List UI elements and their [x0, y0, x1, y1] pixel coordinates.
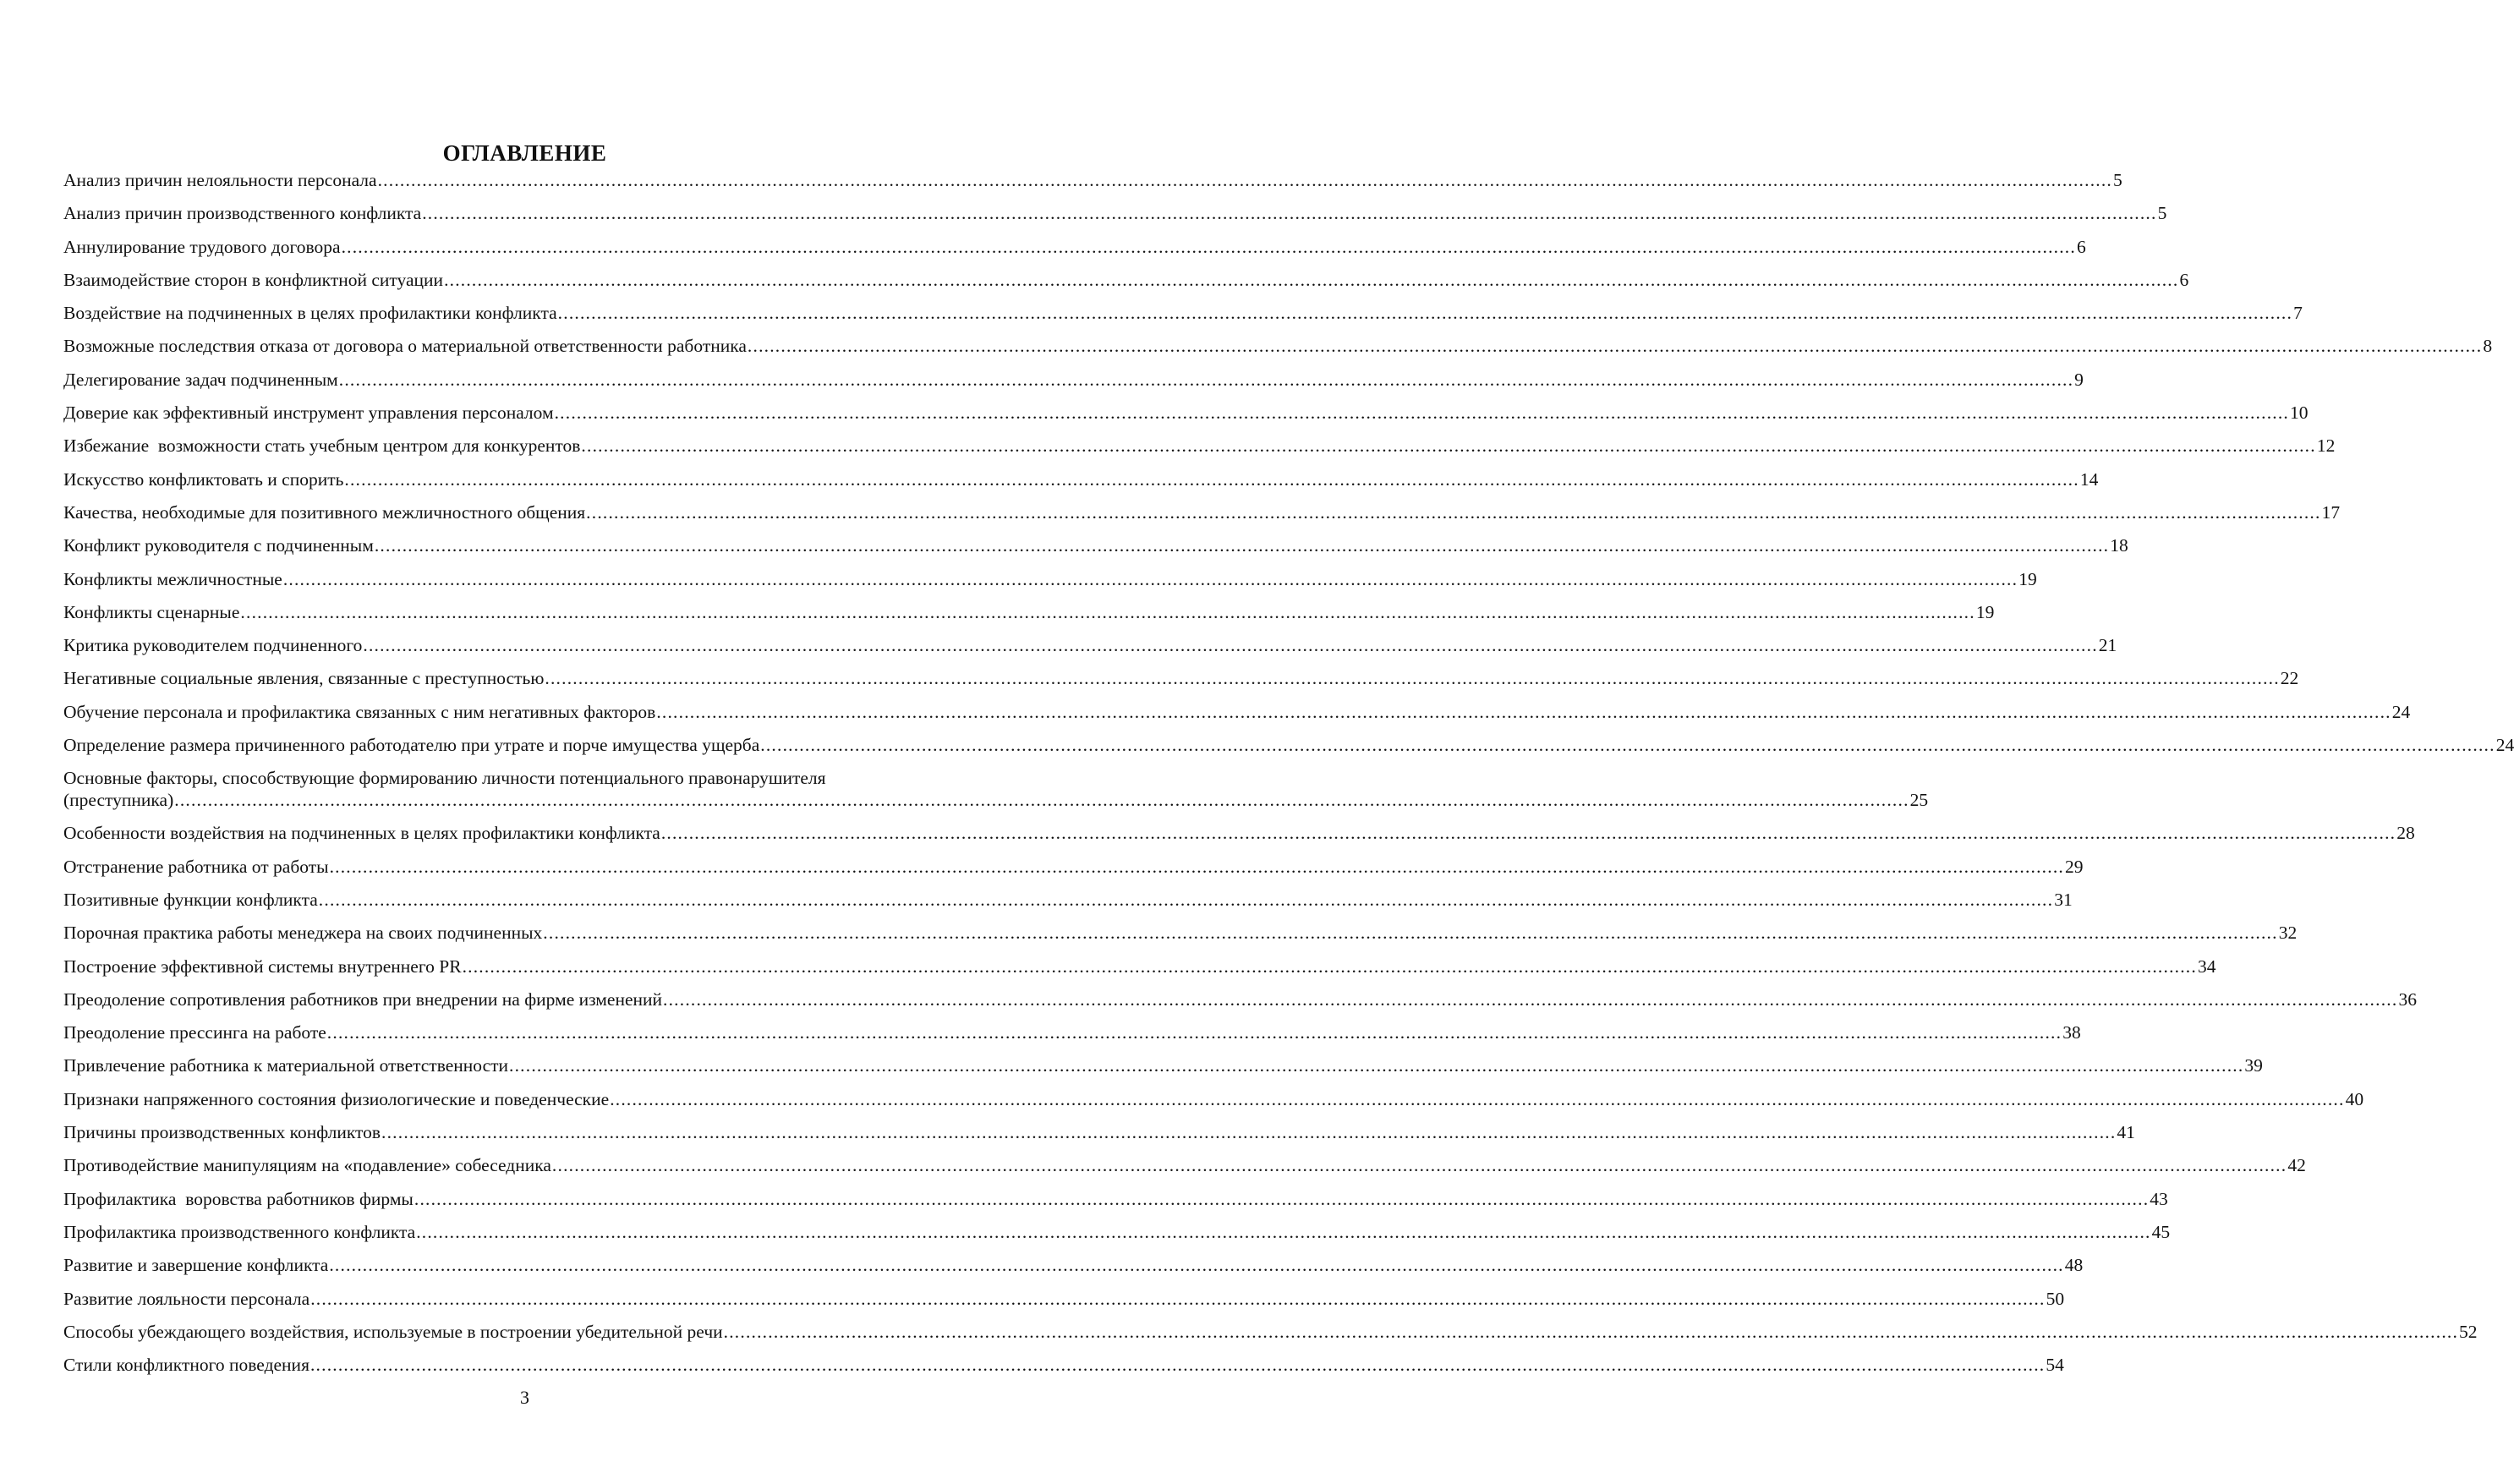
toc-entry-page: 43: [2150, 1188, 2168, 1209]
toc-entry-page: 34: [2197, 956, 2216, 977]
toc-leader-dots: [724, 1321, 2458, 1343]
toc-leader-dots: [375, 534, 2109, 556]
toc-leader-dots: [329, 1254, 2063, 1276]
toc-entry-page: 17: [2321, 501, 2341, 523]
toc-entry[interactable]: [63, 922, 2298, 955]
toc-entry[interactable]: [63, 734, 2514, 767]
toc-entry-text: Делегирование задач подчиненным: [63, 369, 338, 390]
toc-leader-dots: [327, 1021, 2062, 1043]
toc-entry-page: 10: [2290, 402, 2309, 424]
toc-leader-dots: [586, 501, 2320, 523]
toc-entry[interactable]: [63, 1121, 2135, 1154]
toc-entry-text: Избежание возможности стать учебным центром для конкурентов: [63, 435, 581, 457]
toc-entry-text: Доверие как эффективный инструмент управления персоналом: [63, 402, 554, 424]
toc-list: [63, 169, 2514, 1387]
toc-entry-page: 6: [2076, 236, 2086, 257]
toc-entry[interactable]: [63, 1188, 2168, 1221]
toc-entry-text: Профилактика производственного конфликта: [63, 1221, 416, 1242]
toc-entry-page: 29: [2064, 856, 2084, 877]
toc-entry[interactable]: [63, 435, 2336, 468]
toc-entry[interactable]: [63, 667, 2299, 700]
toc-entry-continuation: [63, 789, 1929, 811]
toc-leader-dots: [240, 601, 1975, 623]
toc-entry-page: 5: [2113, 170, 2122, 190]
toc-leader-dots: [661, 822, 2396, 844]
toc-entry-text: Критика руководителем подчиненного: [63, 635, 363, 656]
toc-entry-page: 28: [2396, 823, 2415, 844]
toc-leader-dots: [543, 922, 2277, 944]
toc-entry[interactable]: [63, 1021, 2081, 1054]
toc-leader-dots: [414, 1188, 2149, 1210]
toc-entry[interactable]: [63, 1321, 2478, 1354]
toc-entry[interactable]: [63, 767, 1929, 822]
toc-entry-page: 25: [1909, 790, 1929, 811]
toc-entry-text: Профилактика воровства работников фирмы: [63, 1188, 414, 1209]
toc-entry[interactable]: [63, 1054, 2263, 1087]
toc-entry-text-continued: (преступника): [63, 790, 174, 811]
toc-entry[interactable]: [63, 369, 2084, 402]
toc-entry-page: 9: [2074, 369, 2084, 390]
toc-entry-page: 48: [2064, 1255, 2084, 1276]
toc-entry-page: 18: [2110, 535, 2128, 556]
toc-leader-dots: [319, 889, 2053, 911]
toc-entry-text: Взаимодействие сторон в конфликтной ситуации: [63, 269, 444, 290]
toc-entry-page: 12: [2316, 435, 2336, 457]
toc-entry-text: Конфликты сценарные: [63, 601, 240, 622]
toc-entry-text: Стили конфликтного поведения: [63, 1355, 309, 1376]
toc-entry-text: Искусство конфликтовать и спорить: [63, 468, 344, 490]
toc-entry-text: Признаки напряженного состояния физиологические и поведенческие: [63, 1088, 610, 1109]
toc-entry-text: Преодоление прессинга на работе: [63, 1022, 326, 1043]
toc-entry-text: Определение размера причиненного работодателю при утрате и порче имущества ущерба: [63, 735, 760, 756]
toc-leader-dots: [610, 1088, 2344, 1110]
toc-leader-dots: [174, 789, 1909, 811]
toc-entry-text: Порочная практика работы менеджера на своих подчиненных: [63, 923, 543, 944]
toc-entry-page: 32: [2278, 923, 2298, 944]
page-number: 3: [520, 1387, 529, 1408]
toc-entry-page: 42: [2287, 1155, 2306, 1176]
toc-entry[interactable]: [63, 1221, 2171, 1254]
toc-leader-dots: [558, 302, 2292, 324]
toc-entry-page: 8: [2483, 336, 2493, 357]
toc-entry-page: 5: [2157, 203, 2167, 224]
toc-leader-dots: [463, 956, 2197, 977]
toc-entry-page: 6: [2179, 269, 2189, 290]
toc-entry-page: 14: [2079, 468, 2099, 490]
toc-leader-dots: [381, 1121, 2116, 1143]
toc-entry[interactable]: [63, 236, 2086, 269]
toc-entry-page: 19: [2018, 568, 2037, 589]
toc-leader-dots: [342, 236, 2076, 258]
toc-leader-dots: [310, 1288, 2045, 1310]
toc-entry[interactable]: [63, 169, 2122, 202]
toc-leader-dots: [555, 402, 2289, 424]
toc-entry-text: Способы убеждающего воздействия, используемые в построении убедительной речи: [63, 1321, 723, 1342]
toc-entry-text: Аннулирование трудового договора: [63, 236, 341, 257]
toc-leader-dots: [581, 435, 2315, 457]
toc-entry[interactable]: [63, 601, 1995, 634]
toc-entry[interactable]: [63, 1154, 2306, 1187]
toc-leader-dots: [444, 269, 2178, 291]
toc-entry-page: 41: [2117, 1122, 2135, 1143]
toc-entry[interactable]: [63, 956, 2216, 988]
toc-entry[interactable]: [63, 889, 2073, 922]
toc-entry-text: Воздействие на подчиненных в целях профилактики конфликта: [63, 303, 557, 324]
toc-entry[interactable]: [63, 1088, 2364, 1121]
toc-leader-dots: [656, 701, 2391, 723]
toc-entry-page: 24: [2391, 701, 2411, 722]
toc-leader-dots: [363, 634, 2097, 656]
toc-entry-text: Построение эффективной системы внутреннего PR: [63, 956, 462, 977]
toc-entry-page: 7: [2293, 303, 2303, 324]
toc-entry-text: Противодействие манипуляциям на «подавление» собеседника: [63, 1155, 551, 1176]
toc-entry-text: Конфликт руководителя с подчиненным: [63, 535, 374, 556]
toc-leader-dots: [545, 667, 2279, 689]
toc-leader-dots: [552, 1154, 2287, 1176]
toc-entry-text: Развитие и завершение конфликта: [63, 1255, 329, 1276]
toc-entry-page: 24: [2495, 735, 2514, 756]
toc-entry-text: Анализ причин нелояльности персонала: [63, 170, 377, 190]
toc-entry-text: Позитивные функции конфликта: [63, 889, 318, 910]
toc-entry[interactable]: [63, 501, 2341, 534]
toc-leader-dots: [663, 988, 2397, 1010]
toc-entry[interactable]: [63, 701, 2411, 734]
toc-entry-text: Качества, необходимые для позитивного межличностного общения: [63, 501, 586, 523]
toc-entry-page: 36: [2398, 988, 2417, 1010]
toc-leader-dots: [509, 1054, 2243, 1076]
toc-leader-dots: [378, 169, 2112, 191]
toc-leader-dots: [422, 202, 2156, 224]
toc-leader-dots: [416, 1221, 2150, 1243]
toc-leader-dots: [310, 1354, 2045, 1376]
toc-entry-page: 52: [2459, 1321, 2478, 1342]
toc-title: ОГЛАВЛЕНИЕ: [442, 140, 607, 166]
toc-leader-dots: [283, 568, 2018, 590]
toc-entry[interactable]: [63, 269, 2189, 302]
toc-entry-text: Особенности воздействия на подчиненных в целях профилактики конфликта: [63, 823, 660, 844]
toc-entry-page: 19: [1975, 601, 1995, 622]
toc-entry[interactable]: [63, 1288, 2065, 1321]
toc-entry[interactable]: [63, 1354, 2064, 1387]
toc-entry[interactable]: [63, 988, 2417, 1021]
toc-entry-page: 38: [2062, 1022, 2081, 1043]
toc-entry-page: 22: [2280, 668, 2299, 689]
toc-entry[interactable]: [63, 1254, 2084, 1287]
toc-entry-page: 50: [2046, 1288, 2065, 1309]
toc-entry-page: 45: [2151, 1221, 2171, 1242]
toc-entry[interactable]: [63, 634, 2117, 667]
toc-entry[interactable]: [63, 302, 2303, 335]
toc-entry-text: Причины производственных конфликтов: [63, 1122, 381, 1143]
toc-entry-text: Анализ причин производственного конфликта: [63, 203, 422, 224]
toc-entry[interactable]: [63, 822, 2415, 855]
toc-entry[interactable]: [63, 534, 2128, 567]
toc-entry-page: 21: [2098, 635, 2117, 656]
toc-entry[interactable]: [63, 335, 2493, 368]
toc-leader-dots: [330, 856, 2064, 878]
toc-entry-text: Отстранение работника от работы: [63, 856, 329, 877]
toc-entry-page: 54: [2046, 1355, 2064, 1376]
toc-entry-text: Возможные последствия отказа от договора о материальной ответственности работника: [63, 336, 747, 357]
toc-entry-page: 40: [2345, 1088, 2364, 1109]
toc-entry-text: Конфликты межличностные: [63, 568, 282, 589]
toc-entry-page: 39: [2244, 1055, 2263, 1076]
toc-entry[interactable]: [63, 468, 2099, 501]
toc-entry[interactable]: [63, 856, 2084, 889]
toc-entry[interactable]: [63, 202, 2167, 235]
toc-entry-text: Преодоление сопротивления работников при внедрении на фирме изменений: [63, 988, 663, 1010]
toc-leader-dots: [339, 369, 2073, 391]
toc-entry[interactable]: [63, 568, 2037, 601]
toc-entry[interactable]: [63, 402, 2309, 435]
toc-entry-text: Обучение персонала и профилактика связанных с ним негативных факторов: [63, 701, 656, 722]
toc-entry-text: Основные факторы, способствующие формированию личности потенциального правонарушителя: [63, 768, 826, 789]
toc-entry-page: 31: [2054, 889, 2073, 910]
toc-leader-dots: [760, 734, 2495, 756]
toc-entry-text: Негативные социальные явления, связанные с преступностью: [63, 668, 545, 689]
toc-leader-dots: [748, 335, 2482, 357]
toc-entry-text: Развитие лояльности персонала: [63, 1288, 310, 1309]
toc-entry-text: Привлечение работника к материальной ответственности: [63, 1055, 509, 1076]
toc-leader-dots: [344, 468, 2079, 490]
